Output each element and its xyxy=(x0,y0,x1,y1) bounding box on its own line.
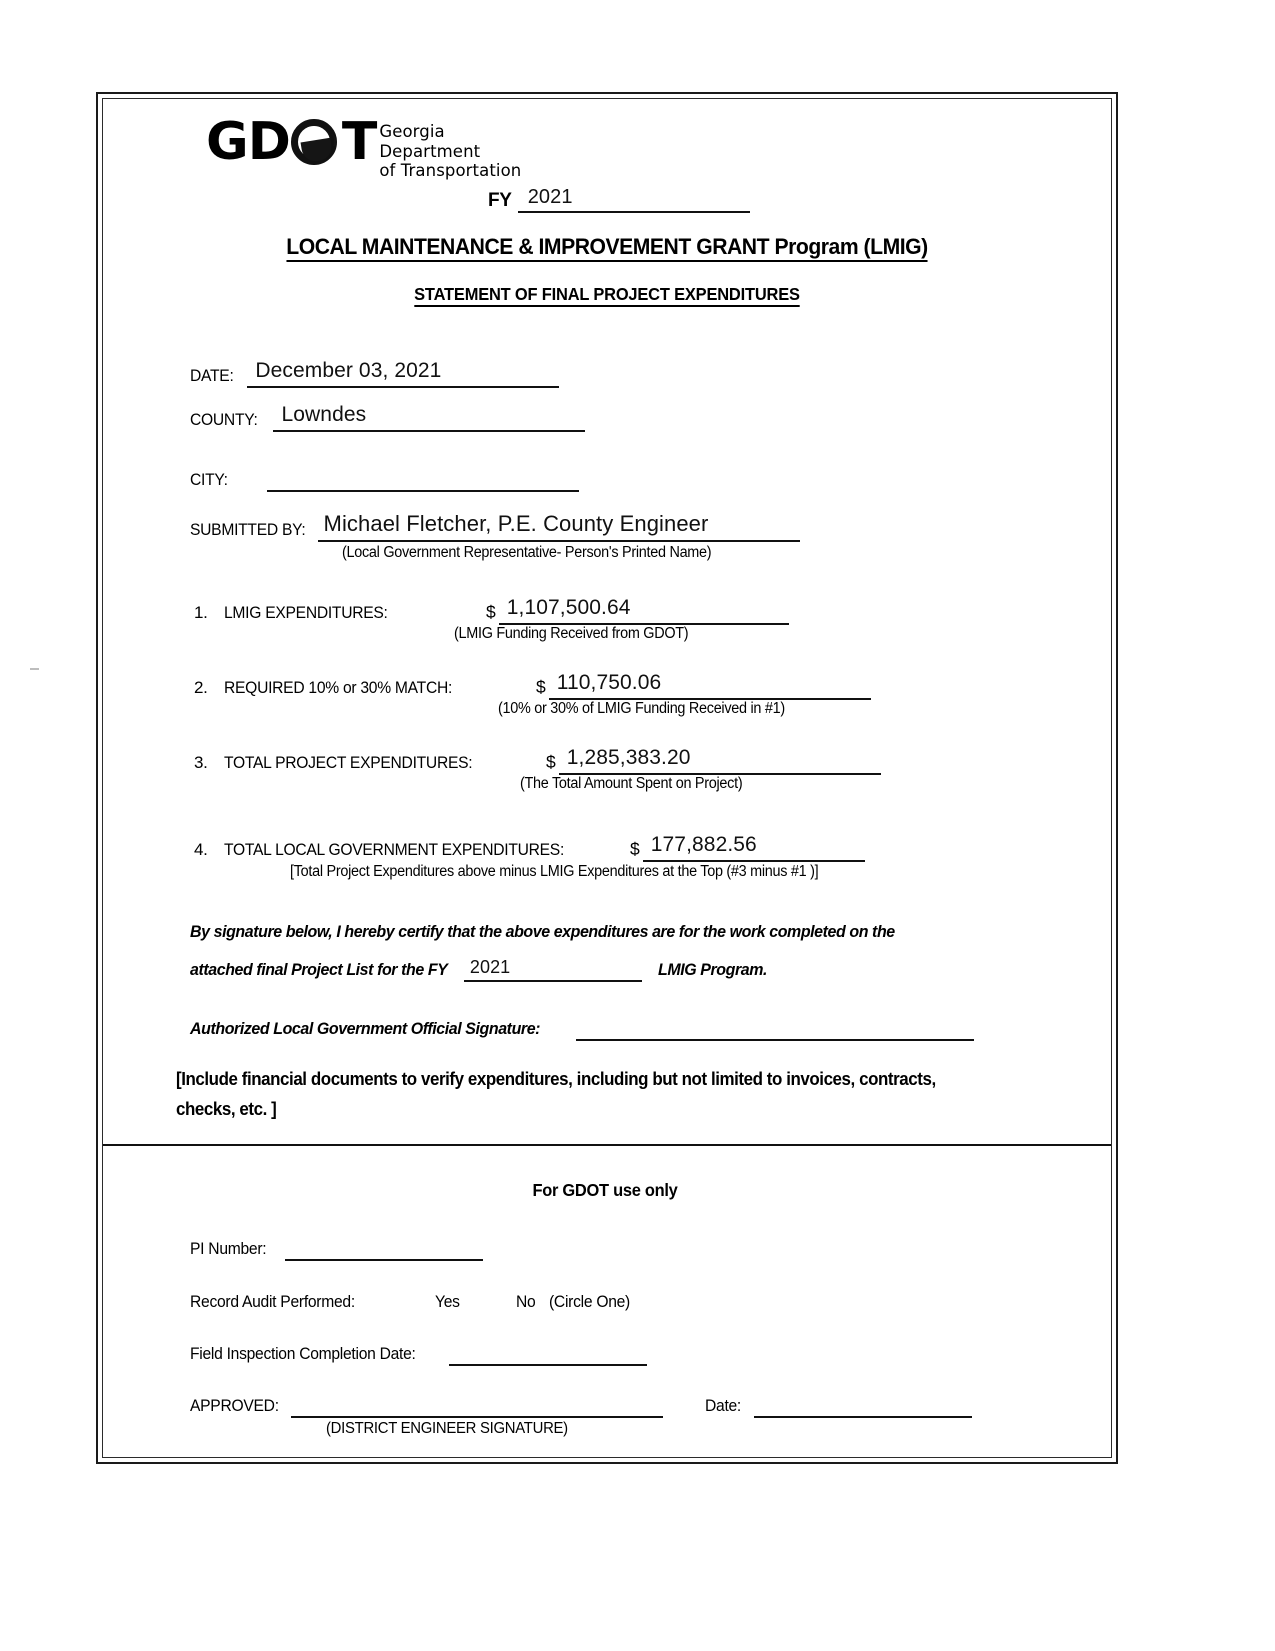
record-audit-hint: (Circle One) xyxy=(549,1292,631,1311)
fiscal-year-field[interactable] xyxy=(518,186,750,213)
certification-fy-input[interactable] xyxy=(464,957,642,982)
certification-line-2-suffix: LMIG Program. xyxy=(657,960,767,979)
item-2-currency: $ xyxy=(536,677,546,697)
gdot-letter-d: D xyxy=(247,112,290,172)
official-signature-label: Authorized Local Government Official Signature: xyxy=(190,1019,541,1038)
field-inspection-input[interactable] xyxy=(449,1344,647,1366)
item-3-currency: $ xyxy=(546,752,556,772)
gdot-letter-t: T xyxy=(341,112,377,172)
gdot-peach-o-icon xyxy=(291,117,341,167)
item-1-label: LMIG EXPENDITURES: xyxy=(224,603,388,622)
approved-label: APPROVED: xyxy=(190,1396,279,1415)
approved-date-input[interactable] xyxy=(754,1396,972,1418)
city-row xyxy=(190,466,579,492)
record-audit-yes-option[interactable]: Yes xyxy=(435,1292,460,1311)
record-audit-label: Record Audit Performed: xyxy=(190,1292,355,1311)
pi-number-label: PI Number: xyxy=(190,1239,267,1258)
city-input[interactable] xyxy=(267,466,579,492)
certification-fy-value: 2021 xyxy=(469,957,511,977)
certification-line-1: By signature below, I hereby certify that the above expenditures are for the work completed on the xyxy=(190,922,895,941)
approved-row xyxy=(190,1396,972,1418)
item-4-label: TOTAL LOCAL GOVERNMENT EXPENDITURES: xyxy=(224,840,565,859)
date-value: December 03, 2021 xyxy=(255,359,442,382)
item-2-value: 110,750.06 xyxy=(556,671,662,694)
date-row xyxy=(190,359,559,388)
scan-artifact xyxy=(30,668,39,670)
pi-number-input[interactable] xyxy=(285,1239,483,1261)
item-2-input[interactable] xyxy=(549,671,871,700)
date-label: DATE: xyxy=(190,366,234,385)
county-label: COUNTY: xyxy=(190,410,258,429)
official-signature-input[interactable] xyxy=(576,1019,974,1041)
gdot-use-only-title: For GDOT use only xyxy=(532,1180,678,1200)
date-input[interactable] xyxy=(247,359,559,388)
record-audit-row xyxy=(190,1292,637,1314)
item-1-number: 1. xyxy=(194,603,208,622)
item-4-currency: $ xyxy=(630,839,640,859)
fiscal-year-row xyxy=(488,186,750,213)
item-3-value: 1,285,383.20 xyxy=(566,746,691,769)
certification-line-2-prefix: attached final Project List for the FY xyxy=(190,960,448,979)
item-1-caption: (LMIG Funding Received from GDOT) xyxy=(454,625,689,642)
pi-number-row xyxy=(190,1239,483,1261)
official-signature-row xyxy=(190,1019,974,1041)
record-audit-no-option[interactable]: No xyxy=(516,1292,536,1311)
county-input[interactable] xyxy=(273,403,585,432)
district-engineer-caption: (DISTRICT ENGINEER SIGNATURE) xyxy=(326,1420,568,1437)
item-1-currency: $ xyxy=(486,602,496,622)
item-4-input[interactable] xyxy=(643,833,865,862)
form-subtitle xyxy=(129,284,1086,305)
expenditure-item-4 xyxy=(194,833,865,862)
county-row xyxy=(190,403,585,432)
item-2-number: 2. xyxy=(194,678,208,697)
logo-line-georgia: Georgia xyxy=(379,122,445,141)
fiscal-year-label: FY xyxy=(488,190,512,211)
gdot-wordmark-icon xyxy=(206,114,376,170)
logo-line-department: Department xyxy=(379,141,481,161)
submitted-by-caption: (Local Government Representative- Person's Printed Name) xyxy=(342,544,712,561)
gdot-letter-g: G xyxy=(206,112,248,172)
submitted-by-label: SUBMITTED BY: xyxy=(190,520,306,539)
submitted-by-row xyxy=(190,511,800,542)
item-3-label: TOTAL PROJECT EXPENDITURES: xyxy=(224,753,473,772)
submitted-by-input[interactable] xyxy=(318,511,800,542)
fiscal-year-value: 2021 xyxy=(527,186,573,208)
submitted-by-value: Michael Fletcher, P.E. County Engineer xyxy=(323,511,709,536)
item-1-input[interactable] xyxy=(499,596,789,625)
item-2-caption: (10% or 30% of LMIG Funding Received in #1) xyxy=(498,700,785,717)
field-inspection-row xyxy=(190,1344,647,1366)
expenditure-item-3 xyxy=(194,746,881,775)
form-title xyxy=(129,234,1086,260)
field-inspection-label: Field Inspection Completion Date: xyxy=(190,1344,416,1363)
financial-documents-note: [Include financial documents to verify expenditures, including but not limited to invoices, contracts, checks, etc. ] xyxy=(176,1069,936,1119)
document-page-frame xyxy=(96,92,1118,1464)
expenditure-item-2 xyxy=(194,671,871,700)
item-4-value: 177,882.56 xyxy=(650,833,757,856)
gdot-logo-text xyxy=(379,122,521,181)
gdot-logo xyxy=(206,114,521,181)
item-1-value: 1,107,500.64 xyxy=(506,596,631,619)
city-label: CITY: xyxy=(190,470,228,489)
item-3-input[interactable] xyxy=(559,746,881,775)
county-value: Lowndes xyxy=(281,403,367,426)
form-title-text: LOCAL MAINTENANCE & IMPROVEMENT GRANT Program (LMIG) xyxy=(286,234,927,262)
item-2-label: REQUIRED 10% or 30% MATCH: xyxy=(224,678,453,697)
logo-line-transportation: of Transportation xyxy=(379,161,522,180)
item-3-caption: (The Total Amount Spent on Project) xyxy=(520,775,743,792)
item-4-caption: [Total Project Expenditures above minus LMIG Expenditures at the Top (#3 minus #1 )] xyxy=(290,863,819,880)
section-divider xyxy=(103,1144,1111,1146)
form-subtitle-text: STATEMENT OF FINAL PROJECT EXPENDITURES xyxy=(414,284,800,307)
item-3-number: 3. xyxy=(194,753,208,772)
certification-line-2 xyxy=(190,957,774,982)
approved-date-label: Date: xyxy=(704,1396,741,1415)
approved-input[interactable] xyxy=(291,1396,663,1418)
form-body xyxy=(98,94,1116,1144)
expenditure-item-1 xyxy=(194,596,789,625)
item-4-number: 4. xyxy=(194,840,208,859)
